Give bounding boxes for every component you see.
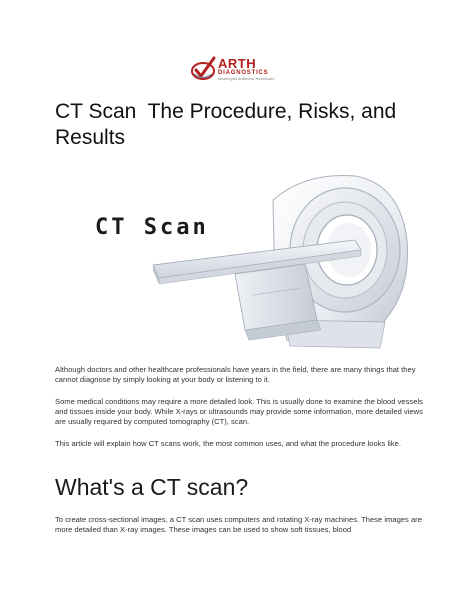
hero-caption: CT Scan	[95, 215, 209, 240]
ct-scanner-illustration	[55, 170, 425, 360]
page-title: CT Scan The Procedure, Risks, and Results	[55, 100, 403, 149]
ct-scanner-image	[55, 170, 425, 360]
paragraph-overview: This article will explain how CT scans work, the most common uses, and what the procedure looks like.	[55, 439, 401, 448]
paragraph-detail: Some medical conditions may require a more detailed look. This is usually done to examine the blood vessels and tissues inside your body. While X-rays or ultrasounds may provide some information, more detailed views are usually required by computed tomography (CT), scan.	[55, 397, 423, 426]
paragraph-intro: Although doctors and other healthcare professionals have years in the field, there are many things that they cannot diagnose by simply looking at your body or listening to it.	[55, 365, 416, 384]
logo-tagline: Meaningful Authentic Healthcare	[218, 77, 275, 81]
section-paragraph: To create cross-sectional images, a CT scan uses computers and rotating X-ray machines. These images are more detailed than X-ray images. These images can be used to show soft tissues, blood	[55, 515, 422, 534]
logo-name: ARTH	[218, 56, 257, 71]
logo-subtitle: DIAGNOSTICS	[218, 70, 269, 76]
brand-logo	[190, 54, 286, 84]
section-heading: What's a CT scan?	[55, 474, 249, 500]
logo-mark-icon	[190, 54, 218, 84]
